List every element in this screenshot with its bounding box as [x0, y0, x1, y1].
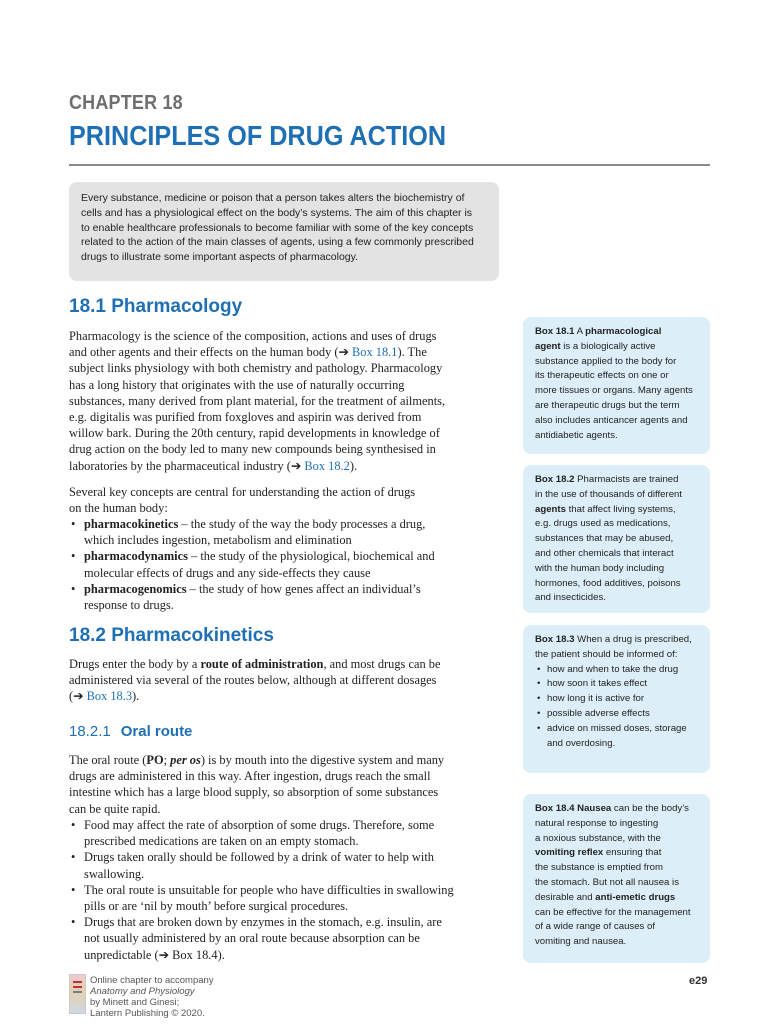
box-line: natural response to ingesting: [535, 817, 659, 829]
key-concepts-intro: [69, 484, 499, 516]
chapter-title: PRINCIPLES OF DRUG ACTION: [69, 120, 447, 151]
box-18-4-link[interactable]: Box 18.4: [172, 947, 218, 962]
term-anti-emetic-drugs: anti-emetic drugs: [595, 891, 676, 903]
book-cover-thumbnail: [69, 974, 86, 1014]
text-fragment: ensuring that: [603, 847, 662, 859]
box-18-3-link[interactable]: Box 18.3: [86, 689, 133, 704]
list-item: • possible adverse effects: [535, 707, 698, 722]
term-nausea: Nausea: [574, 803, 612, 814]
list-item: [69, 516, 504, 548]
list-item: [69, 817, 504, 849]
text-line: e.g. digitalis was purified from foxgloves and aspirin was derived from: [69, 410, 422, 425]
text-line: • advice on missed doses, storage: [547, 722, 687, 734]
text-line: • Drugs that are broken down by enzymes in the stomach, e.g. insulin, are: [84, 915, 442, 930]
box-line: and insecticides.: [535, 592, 606, 604]
text-line: and overdosing.: [547, 737, 616, 749]
text-fragment: ).: [349, 458, 358, 473]
text-fragment: – the study of how genes affect an individual’s: [186, 581, 421, 596]
box-label: Box 18.3: [535, 634, 575, 645]
subsection-number: 18.2.1: [69, 723, 111, 740]
text-line: prescribed medications are taken on an empty stomach.: [84, 834, 359, 849]
text-line: Several key concepts are central for understanding the action of drugs: [69, 485, 416, 499]
box-line: its therapeutic effects on one or: [535, 370, 669, 382]
box-line: the stomach. But not all nausea is: [535, 876, 679, 888]
footer-credit: [90, 975, 214, 1019]
oral-route-notes-list: [69, 817, 504, 963]
term-pharmacodynamics: pharmacodynamics: [84, 549, 188, 564]
text-fragment: ).: [217, 947, 225, 962]
box-line: are therapeutic drugs but the term: [535, 399, 680, 411]
box-line: with the human body including: [535, 562, 665, 574]
box-line: of a wide range of causes of: [535, 921, 655, 933]
box-label: Box 18.1: [535, 326, 575, 337]
box-18-1: [523, 317, 710, 454]
text-fragment: and other agents and their effects on the human body (➔: [69, 345, 353, 360]
text-line: drug action on the body led to many new compounds being synthesised in: [69, 442, 436, 457]
term-agents: agents: [535, 503, 566, 515]
text-line: willow bark. During the 20th century, rapid developments in knowledge of: [69, 426, 440, 441]
term-per-os: per os: [170, 753, 201, 767]
text-fragment: – the study of the physiological, biochemical and: [187, 549, 435, 564]
pharmacology-paragraph: [69, 328, 499, 474]
footer-book-title: Anatomy and Physiology: [90, 986, 195, 997]
intro-line: to enable healthcare professionals to become familiar with some of the key concepts: [81, 221, 474, 234]
term-agent: agent: [535, 340, 561, 352]
box-18-2: [523, 465, 710, 613]
key-concepts-list: [69, 516, 504, 613]
text-line: subject links physiology with both chemistry and pathology. Pharmacology: [69, 361, 443, 376]
text-fragment: ;: [163, 753, 171, 767]
text-line: drugs are administered in this way. After ingestion, drugs reach the small: [69, 769, 431, 784]
box-line: the substance is emptied from: [535, 862, 663, 874]
term-pharmacogenomics: pharmacogenomics: [84, 581, 187, 596]
page-number: e29: [689, 975, 708, 987]
text-line: • The oral route is unsuitable for people who have difficulties in swallowing: [84, 882, 454, 897]
footer-line: by Minett and Ginesi;: [90, 997, 180, 1008]
list-item: • how long it is active for: [535, 692, 698, 707]
box-label: Box 18.4: [535, 803, 575, 814]
text-line: molecular effects of drugs and any side-effects they cause: [84, 565, 371, 580]
box-line: can be effective for the management: [535, 906, 691, 918]
title-divider: [69, 164, 710, 166]
text-fragment: (➔: [69, 689, 87, 704]
list-item: [69, 581, 504, 613]
box-line: antidiabetic agents.: [535, 429, 618, 441]
box-line: e.g. drugs used as medications,: [535, 518, 671, 530]
text-fragment: Drugs enter the body by a: [69, 657, 201, 671]
box-line: in the use of thousands of different: [535, 488, 683, 500]
list-item: [69, 914, 504, 963]
text-fragment: When a drug is prescribed,: [574, 634, 692, 645]
text-line: has a long history that originates with the use of naturally occurring: [69, 377, 405, 392]
box-line: vomiting and nausea.: [535, 936, 627, 948]
text-line: on the human body:: [69, 501, 168, 516]
text-line: intestine which has a large blood supply, so absorption of some substances: [69, 785, 439, 800]
text-line: can be quite rapid.: [69, 801, 161, 816]
box-line: hormones, food additives, poisons: [535, 577, 681, 589]
text-fragment: – the study of the way the body processes a drug,: [178, 517, 426, 531]
box-line: substances that may be abused,: [535, 533, 674, 545]
box-18-2-link[interactable]: Box 18.2: [304, 458, 350, 473]
oral-route-paragraph: [69, 752, 499, 817]
box-line: substance applied to the body for: [535, 355, 677, 367]
text-line: [69, 458, 499, 474]
intro-line: Every substance, medicine or poison that a person takes alters the biochemistry of: [81, 192, 465, 204]
intro-line: related to the action of the main classes of agents, using a few commonly prescribed: [81, 236, 474, 249]
list-item: [69, 548, 504, 580]
text-line: substances, many derived from plant material, for the treatment of ailments,: [69, 393, 446, 408]
chapter-intro-text: [81, 191, 487, 265]
section-heading-pharmacokinetics: 18.2 Pharmacokinetics: [69, 625, 274, 646]
abbr-po: PO: [146, 753, 164, 767]
text-fragment: is a biologically active: [560, 340, 656, 352]
text-fragment: laboratories by the pharmaceutical industry (➔: [69, 458, 305, 473]
text-fragment: A: [574, 326, 586, 337]
intro-line: cells and has a physiological effect on the body’s systems. The aim of this chapter is: [81, 206, 473, 219]
text-fragment: desirable and: [535, 891, 596, 903]
text-fragment: ).: [132, 689, 140, 704]
box-18-1-link[interactable]: Box 18.1: [352, 345, 398, 360]
text-fragment: that affect living systems,: [565, 503, 676, 515]
text-line: not usually administered by an oral route because absorption can be: [84, 931, 420, 946]
text-line: administered via several of the routes below, although at different dosages: [69, 673, 437, 688]
box-line: a noxious substance, with the: [535, 832, 661, 844]
text-fragment: ). The: [397, 345, 427, 360]
text-fragment: ) is by mouth into the digestive system and many: [200, 753, 445, 767]
box-label: Box 18.2: [535, 474, 575, 485]
list-item: [535, 722, 698, 752]
term-route-of-administration: route of administration: [200, 657, 324, 671]
text-line: which includes ingestion, metabolism and elimination: [84, 533, 352, 548]
list-item: • how soon it takes effect: [535, 677, 698, 692]
section-heading-pharmacology: 18.1 Pharmacology: [69, 296, 243, 317]
text-fragment: can be the body’s: [611, 803, 689, 814]
patient-info-list: [535, 663, 698, 752]
term-pharmacological-agent: pharmacological: [585, 326, 662, 337]
box-line: the patient should be informed of:: [535, 648, 678, 660]
footer-line: Online chapter to accompany: [90, 975, 214, 986]
chapter-label: CHAPTER 18: [69, 92, 183, 114]
footer-line: Lantern Publishing © 2020.: [90, 1008, 205, 1019]
list-item: [69, 882, 504, 914]
pharmacokinetics-paragraph: [69, 656, 499, 705]
text-line: pills or are ‘nil by mouth’ before surgical procedures.: [84, 899, 349, 914]
text-fragment: The oral route (: [69, 753, 147, 767]
subsection-name: Oral route: [120, 723, 193, 740]
list-item: [69, 849, 504, 881]
term-pharmacokinetics: pharmacokinetics: [84, 517, 179, 531]
term-vomiting-reflex: vomiting reflex: [535, 847, 604, 859]
text-line: [69, 344, 499, 360]
box-line: also includes anticancer agents and: [535, 414, 688, 426]
text-line: • Food may affect the rate of absorption of some drugs. Therefore, some: [84, 818, 435, 832]
text-fragment: Pharmacists are trained: [574, 474, 679, 485]
box-line: and other chemicals that interact: [535, 547, 674, 559]
text-line: • Drugs taken orally should be followed by a drink of water to help with: [84, 850, 434, 865]
intro-line: drugs to illustrate some important aspects of pharmacology.: [81, 251, 359, 264]
text-line: response to drugs.: [84, 598, 174, 613]
text-fragment: unpredictable (➔: [84, 947, 173, 962]
subsection-heading-oral-route: [69, 723, 192, 740]
box-line: more tissues or organs. Many agents: [535, 385, 693, 397]
text-line: swallowing.: [84, 866, 145, 881]
box-18-4: [523, 794, 710, 963]
text-fragment: , and most drugs can be: [323, 657, 441, 671]
text-line: Pharmacology is the science of the composition, actions and uses of drugs: [69, 329, 437, 343]
chapter-intro-box: [69, 182, 499, 281]
box-18-3: [523, 625, 710, 773]
list-item: • how and when to take the drug: [535, 663, 698, 678]
